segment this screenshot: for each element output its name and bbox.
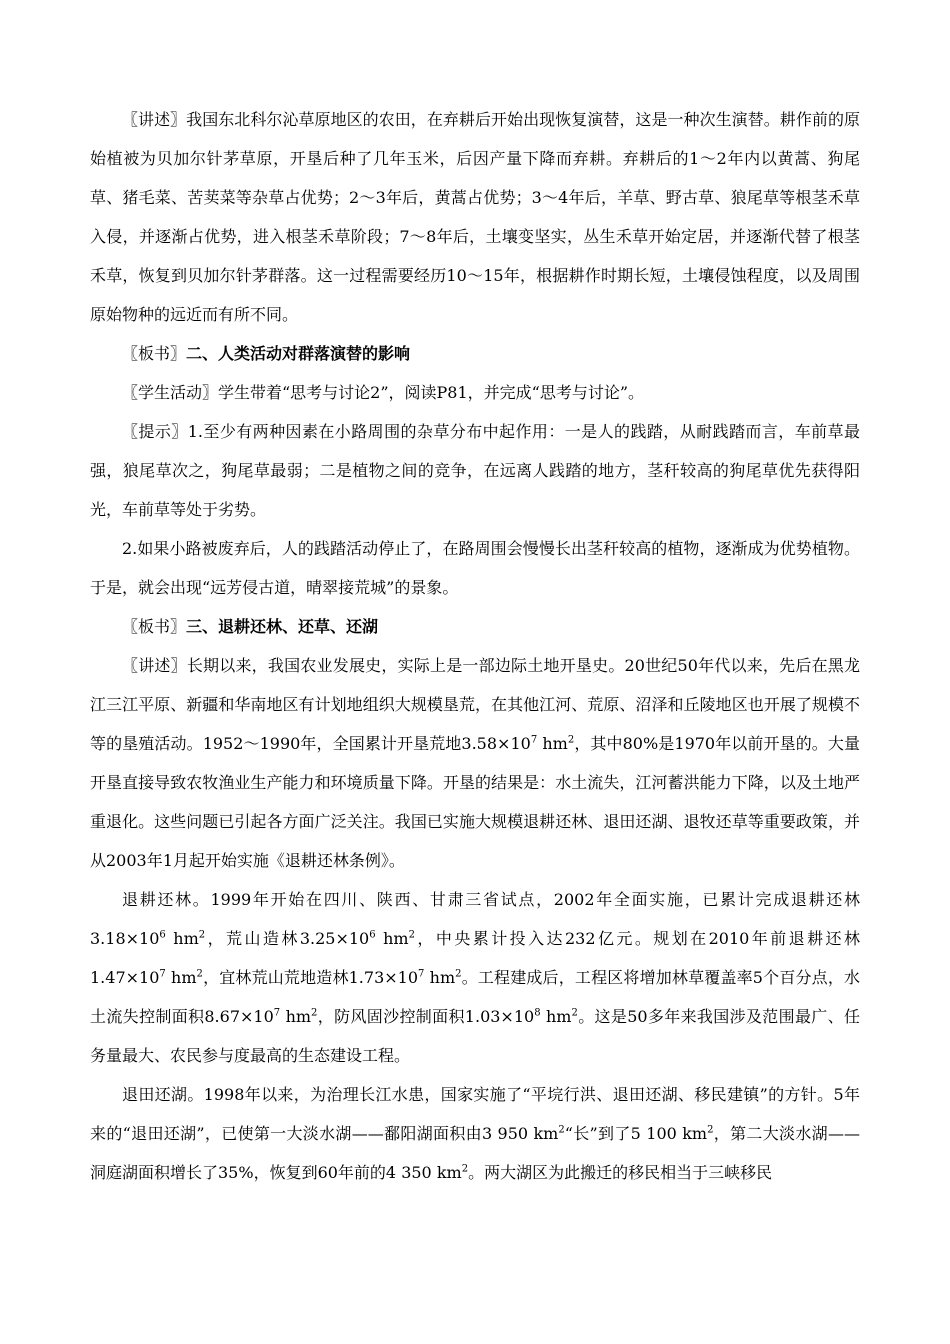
text-run: ，其中80%是1970年以前开垦的。大量开垦直接导致农牧渔业生产能力和环境质量下降。开垦的结果是：水土流失，江河蓄洪能力下降，以及土地严重退化。这些问题已引起各方面广泛关注。我国已实施大规模退耕还林、退田还湖、退牧还草等重要政策，并从2003年1月起开始实施《退耕还林条例》。 — [90, 734, 860, 870]
text-run: hm — [280, 1007, 312, 1026]
text-run: hm — [540, 1007, 572, 1026]
text-run: hm — [375, 929, 409, 948]
heading-title: 三、退耕还林、还草、还湖 — [186, 617, 379, 636]
text-run: ，第二大淡水湖——洞庭湖面积增长了35%，恢复到60年前的4 350 km — [90, 1124, 860, 1182]
superscript: 2 — [461, 1163, 469, 1175]
superscript: 7 — [273, 1007, 281, 1019]
paragraph-hint-1: 〖提示〗1.至少有两种因素在小路周围的杂草分布中起作用：一是人的践踏，从耐践踏而言，车前草最强，狼尾草次之，狗尾草最弱；二是植物之间的竞争，在远离人践踏的地方，茎秆较高的狗尾草优先获得阳光，车前草等处于劣势。 — [90, 422, 860, 519]
heading-return-farmland — [90, 607, 860, 646]
superscript: 6 — [159, 929, 166, 941]
superscript: 6 — [369, 929, 376, 941]
superscript: 2 — [198, 929, 206, 941]
superscript: 2 — [558, 1124, 565, 1136]
superscript: 2 — [455, 968, 462, 980]
paragraph-lecture-reclamation — [90, 646, 860, 880]
superscript: 2 — [196, 968, 203, 980]
paragraph-student-activity: 〖学生活动〗学生带着“思考与讨论2”，阅读P81，并完成“思考与讨论”。 — [122, 383, 645, 402]
text-run: ，宜林荒山荒地造林1.73×10 — [202, 968, 419, 987]
text-run: hm — [537, 734, 568, 753]
text-run: 退耕还林。1999年开始在四川、陕西、甘肃三省试点，2002年全面实施，已累计完成退耕还林3.18×10 — [90, 890, 860, 948]
text-run: ，防风固沙控制面积1.03×10 — [317, 1007, 535, 1026]
superscript: 7 — [159, 968, 166, 980]
text-run: 。这是50多年来我国涉及范围最广、任务量最大、农民参与度最高的生态建设工程。 — [90, 1007, 860, 1065]
text-run: hm — [165, 929, 199, 948]
superscript: 2 — [408, 929, 415, 941]
heading-prefix: 〖板书〗 — [122, 344, 187, 363]
superscript: 2 — [311, 1007, 318, 1019]
superscript: 2 — [571, 1007, 578, 1019]
superscript: 7 — [418, 968, 425, 980]
text-run: ，荒山造林3.25×10 — [205, 929, 370, 948]
text-run: 〖讲述〗长期以来，我国农业发展史，实际上是一部边际土地开垦史。20世纪50年代以来，先后在黑龙江三江平原、新疆和华南地区有计划地组织大规模垦荒，在其他江河、荒原、沼泽和丘陵地区也开展了规模不等的垦殖活动。1952～1990年，全国累计开垦荒地3.58×10 — [90, 656, 860, 753]
paragraph-hint-2: 2.如果小路被废弃后，人的践踏活动停止了，在路周围会慢慢长出茎秆较高的植物，逐渐成为优势植物。于是，就会出现“远芳侵古道，晴翠接荒城”的景象。 — [90, 539, 860, 597]
text-run: “长”到了5 100 km — [564, 1124, 708, 1143]
heading-title: 二、人类活动对群落演替的影响 — [186, 344, 411, 363]
heading-human-activity — [90, 334, 860, 373]
superscript: 2 — [707, 1124, 714, 1136]
paragraph-return-forest — [90, 880, 860, 1075]
superscript: 2 — [567, 734, 575, 746]
text-run: hm — [165, 968, 197, 987]
heading-prefix: 〖板书〗 — [122, 617, 187, 636]
text-run: hm — [424, 968, 456, 987]
text-run: ，中央累计投入达232亿元。规划在2010年前退耕还林1.47×10 — [90, 929, 861, 987]
superscript: 7 — [530, 734, 538, 746]
text-run: 。工程建成后，工程区将增加林草覆盖率5个百分点，水土流失控制面积8.67×10 — [90, 968, 861, 1026]
text-run: 。两大湖区为此搬迁的移民相当于三峡移民 — [468, 1163, 773, 1182]
paragraph-lecture-succession: 〖讲述〗我国东北科尔沁草原地区的农田，在弃耕后开始出现恢复演替，这是一种次生演替。耕作前的原始植被为贝加尔针茅草原，开垦后种了几年玉米，后因产量下降而弃耕。弃耕后的1～2年内以黄蒿、狗尾草、猪毛菜、苦荬菜等杂草占优势；2～3年后，黄蒿占优势；3～4年后，羊草、野古草、狼尾草等根茎禾草入侵，并逐渐占优势，进入根茎禾草阶段；7～8年后，土壤变坚实，丛生禾草开始定居，并逐渐代替了根茎禾草，恢复到贝加尔针茅群落。这一过程需要经历10～15年，根据耕作时期长短，土壤侵蚀程度，以及周围原始物种的远近而有所不同。 — [90, 110, 860, 324]
paragraph-return-lake — [90, 1075, 860, 1192]
superscript: 8 — [534, 1007, 541, 1019]
text-run: 退田还湖。1998年以来，为治理长江水患，国家实施了“平垸行洪、退田还湖、移民建镇”的方针。5年来的“退田还湖”，已使第一大淡水湖——鄱阳湖面积由3 950 km — [90, 1085, 860, 1143]
